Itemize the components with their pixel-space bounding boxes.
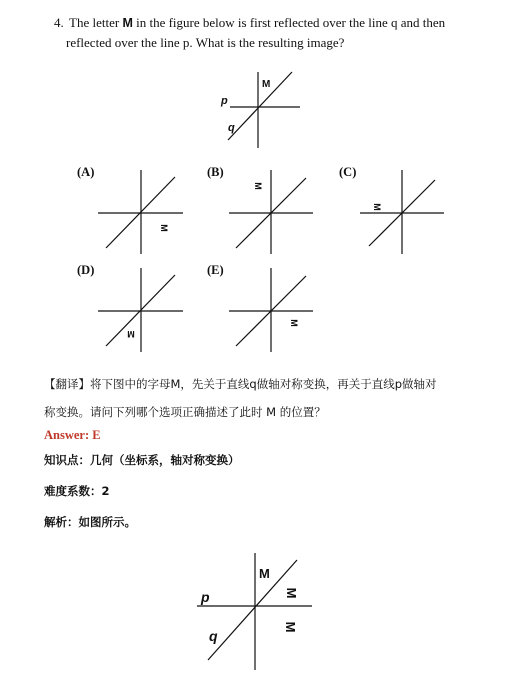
translation-line-2: 称变换。请问下列哪个选项正确描述了此时 M 的位置？ — [44, 405, 326, 419]
question-text: 4. The letter M in the figure below is first reflected over the line q and then reflected over the line p. What is the resulting image? — [54, 13, 494, 52]
main-label-p: p — [221, 95, 228, 107]
option-e-letter: M — [289, 319, 299, 327]
main-letter-m: M — [262, 79, 271, 90]
option-e-label[interactable]: (E) — [207, 263, 224, 277]
expl-diagonal-line — [208, 560, 297, 660]
main-label-q: q — [228, 122, 235, 134]
expl-label-q: q — [209, 628, 218, 644]
expl-letter-m-reflected-q: M — [284, 587, 299, 599]
expl-letter-m: M — [259, 566, 270, 581]
explanation: 解析：如图所示。 — [44, 515, 136, 529]
option-d-letter: M — [127, 329, 135, 339]
answer-text: Answer: E — [44, 428, 101, 442]
option-d-label[interactable]: (D) — [77, 263, 95, 277]
option-c-label[interactable]: (C) — [339, 165, 357, 179]
translation-line-1: 【翻译】将下图中的字母M，先关于直线q做轴对称变换，再关于直线p做轴对 — [44, 377, 437, 391]
expl-label-p: p — [201, 589, 210, 605]
question-line-2: reflected over the line p. What is the resulting image? — [66, 35, 345, 50]
option-a-letter: M — [159, 224, 169, 232]
difficulty: 难度系数：2 — [44, 484, 110, 498]
knowledge-point: 知识点：几何（坐标系，轴对称变换） — [44, 453, 240, 467]
letter-m: M — [122, 16, 133, 30]
option-b-letter: M — [253, 182, 263, 190]
option-c-letter: M — [372, 203, 382, 211]
option-a-label[interactable]: (A) — [77, 165, 95, 179]
question-number: 4. — [54, 15, 64, 30]
expl-letter-m-reflected-p: M — [283, 621, 298, 633]
option-b-label[interactable]: (B) — [207, 165, 224, 179]
